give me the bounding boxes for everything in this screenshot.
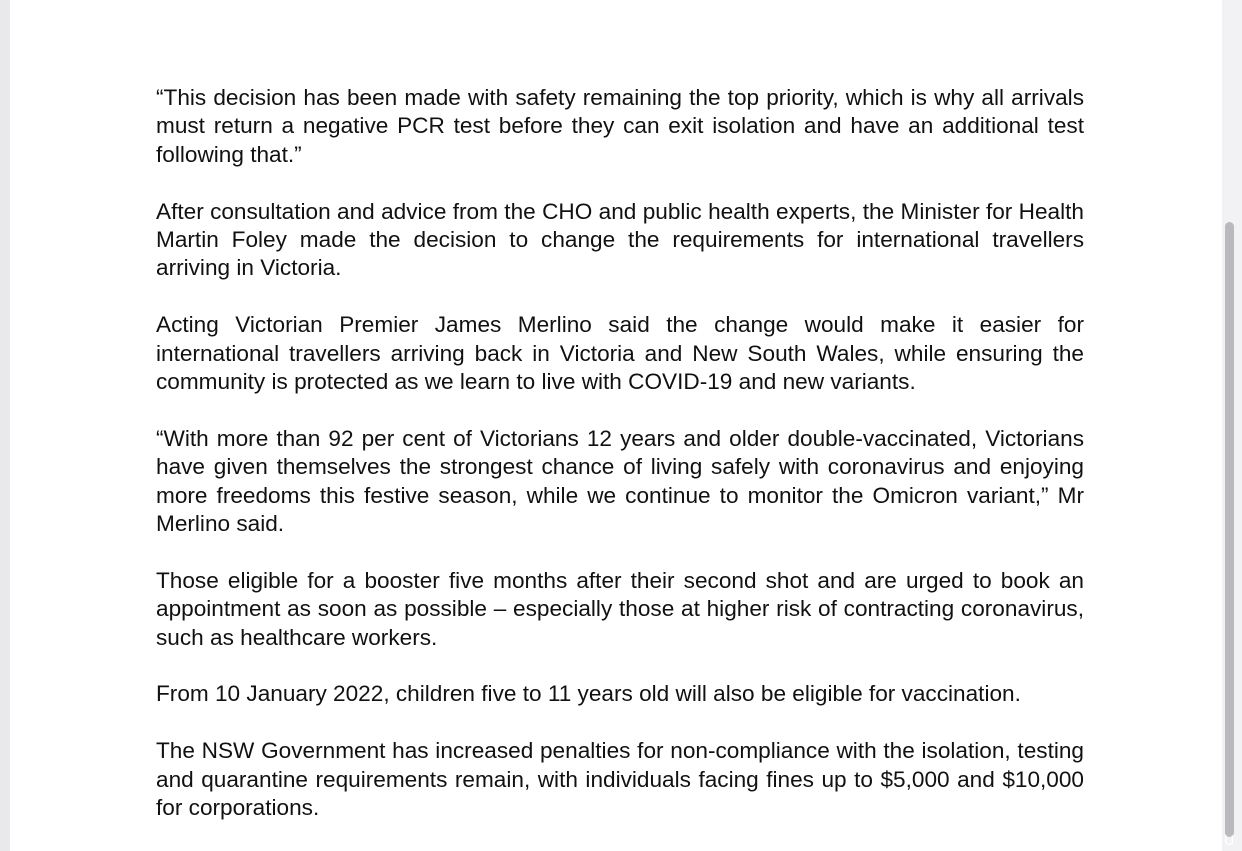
page-content (156, 84, 1084, 851)
paragraph-acting-premier: Acting Victorian Premier James Merlino said the change would make it easier for international travellers arriving back in Victoria and New South Wales, while ensuring the community is protected as we learn to live with COVID-19 and new variants. (156, 312, 1084, 395)
paragraph-booster: Those eligible for a booster five months after their second shot and are urged to book an appointment as soon as possible – especially those at higher risk of contracting coronavirus, such as healthcare workers. (156, 567, 1084, 650)
document-page (10, 0, 1235, 851)
paragraph-quote-vaccination: “With more than 92 per cent of Victorians 12 years and older double-vaccinated, Victorians have given themselves the strongest chance of living safely with coronavirus and enjoying more freedoms this festive season, while we continue to monitor the Omicron variant,” Mr Merlino said. (156, 425, 1084, 537)
paragraph-children-eligibility: From 10 January 2022, children five to 11 years old will also be eligible for vaccination. (156, 681, 1021, 707)
paragraph-nsw-penalties: The NSW Government has increased penalties for non-compliance with the isolation, testing and quarantine requirements remain, with individuals facing fines up to $5,000 and $10,000 for corporations. (156, 738, 1084, 821)
paragraph-quote-safety: “This decision has been made with safety remaining the top priority, which is why all arrivals must return a negative PCR test before they can exit isolation and have an additional test following that.” (156, 85, 1084, 167)
scrollbar-thumb[interactable] (1225, 222, 1234, 837)
corner-glyph: U (1224, 832, 1235, 848)
paragraph-consultation: After consultation and advice from the CHO and public health experts, the Minister for Health Martin Foley made the decision to change the requirements for international travellers arriving in Victoria. (156, 198, 1084, 281)
